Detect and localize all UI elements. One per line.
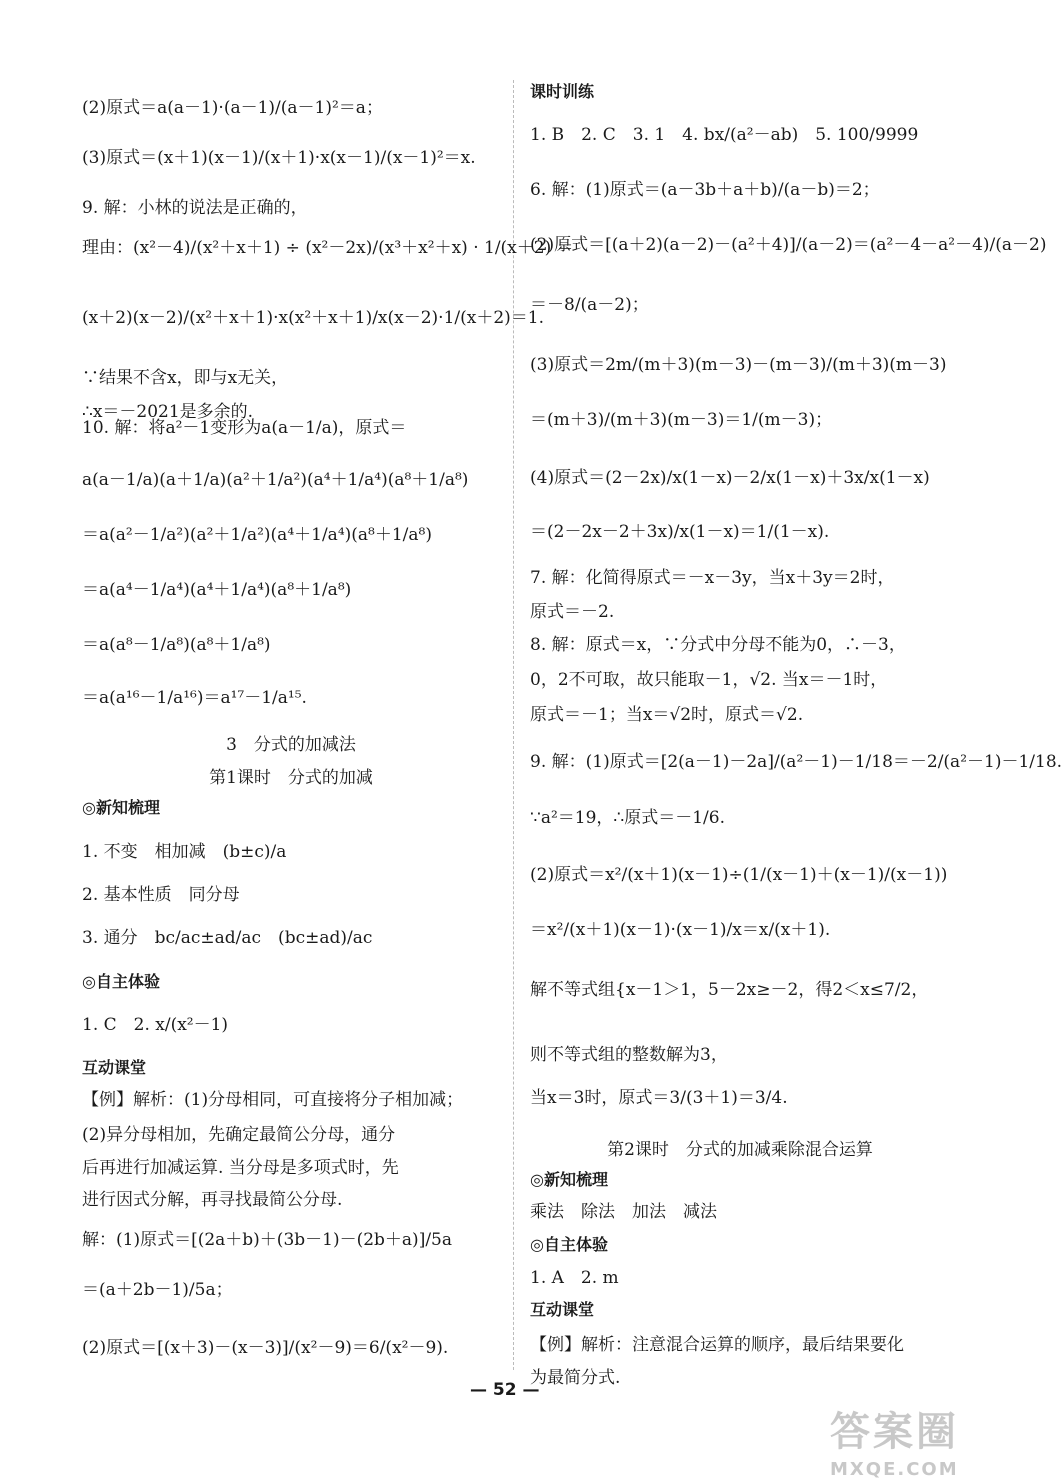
left-column-line: 3 分式的加减法 [226,735,356,755]
left-column-line: 理由：(x²－4)/(x²＋x＋1) ÷ (x²－2x)/(x³＋x²＋x) · 1/(x＋2) ＝ [82,238,574,258]
right-column-line: 原式＝－2. [530,602,615,622]
right-column-line: 解不等式组{x－1＞1，5－2x≥－2，得2＜x≤7/2， [530,980,929,1000]
left-column-line: 互动课堂 [82,1058,147,1077]
page-number: — 52 — [470,1380,540,1400]
left-column-line: 进行因式分解，再寻找最简公分母. [82,1190,343,1210]
left-column-line: ∴x＝－2021是多余的. [82,402,254,422]
left-column-line: ＝(a＋2b－1)/5a； [82,1280,233,1300]
right-column-line: 7. 解：化简得原式＝－x－3y，当x＋3y＝2时， [530,568,895,588]
right-column-line: 原式＝－1；当x＝√2时，原式＝√2. [530,705,804,725]
left-column-line: 1. 不变 相加减 (b±c)/a [82,842,287,862]
left-column-line: (x＋2)(x－2)/(x²＋x＋1)·x(x²＋x＋1)/x(x－2)·1/(x＋2)＝1. [82,308,545,328]
right-column-line: 为最简分式. [530,1368,621,1388]
left-column-line: 后再进行加减运算. 当分母是多项式时，先 [82,1158,399,1178]
left-column-line: 解：(1)原式＝[(2a＋b)＋(3b－1)－(2b＋a)]/5a [82,1230,452,1250]
left-column-line: (2)原式＝a(a－1)·(a－1)/(a－1)²＝a； [82,98,383,118]
right-column-line: 8. 解：原式＝x，∵分式中分母不能为0，∴－3， [530,635,906,655]
right-column-line: ＝(m＋3)/(m＋3)(m－3)＝1/(m－3)； [530,410,833,430]
left-column-line: 9. 解：小林的说法是正确的， [82,198,308,218]
left-column-line: ＝a(a²－1/a²)(a²＋1/a²)(a⁴＋1/a⁴)(a⁸＋1/a⁸) [82,525,432,545]
right-column-line: ∵a²＝19，∴原式＝－1/6. [530,808,725,828]
left-column-line: a(a－1/a)(a＋1/a)(a²＋1/a²)(a⁴＋1/a⁴)(a⁸＋1/a⁸) [82,470,469,490]
right-column-line: (2)原式＝[(a＋2)(a－2)－(a²＋4)]/(a－2)＝(a²－4－a²－4)/(a－2) [530,235,1047,255]
right-column-line: 【例】解析：注意混合运算的顺序，最后结果要化 [530,1335,904,1355]
right-column-line: 9. 解：(1)原式＝[2(a－1)－2a]/(a²－1)－1/18＝－2/(a²－1)－1/18. [530,752,1062,772]
left-column-line: ◎新知梳理 [82,798,160,817]
right-column-line: (2)原式＝x²/(x＋1)(x－1)÷(1/(x－1)＋(x－1)/(x－1)) [530,865,948,885]
left-column-line: ＝a(a⁸－1/a⁸)(a⁸＋1/a⁸) [82,635,271,655]
right-column-line: 第2课时 分式的加减乘除混合运算 [607,1140,873,1160]
right-column-line: 乘法 除法 加法 减法 [530,1202,717,1222]
left-column-line: 10. 解：将a²－1变形为a(a－1/a)，原式＝ [82,418,407,438]
column-divider [513,80,514,1370]
right-column-line: 6. 解：(1)原式＝(a－3b＋a＋b)/(a－b)＝2； [530,180,880,200]
left-column-line: 【例】解析：(1)分母相同，可直接将分子相加减； [82,1090,464,1110]
left-column-line: 2. 基本性质 同分母 [82,885,240,905]
right-column-line: ◎新知梳理 [530,1170,608,1189]
left-column-line: 第1课时 分式的加减 [209,768,373,788]
watermark [830,1400,959,1480]
left-column-line: 1. C 2. x/(x²－1) [82,1015,229,1035]
left-column-line: (2)异分母相加，先确定最简公分母，通分 [82,1125,396,1145]
left-column-line: (2)原式＝[(x＋3)－(x－3)]/(x²－9)＝6/(x²－9). [82,1338,449,1358]
left-column-line: (3)原式＝(x＋1)(x－1)/(x＋1)·x(x－1)/(x－1)²＝x. [82,148,476,168]
watermark-url: MXQE.COM [830,1459,959,1480]
right-column-line: 课时训练 [530,82,595,101]
right-column-line: 1. A 2. m [530,1268,619,1288]
left-column-line: 3. 通分 bc/ac±ad/ac (bc±ad)/ac [82,928,373,948]
right-column-line: ＝x²/(x＋1)(x－1)·(x－1)/x＝x/(x＋1). [530,920,831,940]
right-column-line: 1. B 2. C 3. 1 4. bx/(a²－ab) 5. 100/9999 [530,125,919,145]
right-column-line: ＝(2－2x－2＋3x)/x(1－x)＝1/(1－x). [530,522,830,542]
left-column-line: ∵结果不含x，即与x无关， [82,368,289,388]
left-column-line: ◎自主体验 [82,972,160,991]
left-column-line: ＝a(a¹⁶－1/a¹⁶)＝a¹⁷－1/a¹⁵. [82,688,307,708]
right-column-line: 则不等式组的整数解为3， [530,1045,728,1065]
left-column-line: ＝a(a⁴－1/a⁴)(a⁴＋1/a⁴)(a⁸＋1/a⁸) [82,580,352,600]
right-column-line: 互动课堂 [530,1300,595,1319]
right-column-line: (4)原式＝(2－2x)/x(1－x)－2/x(1－x)＋3x/x(1－x) [530,468,930,488]
right-column-line: ＝－8/(a－2)； [530,295,649,315]
watermark-logo: 答案圈 [830,1409,959,1455]
right-column-line: 0，2不可取，故只能取－1，√2. 当x＝－1时， [530,670,888,690]
right-column-line: ◎自主体验 [530,1235,608,1254]
right-column-line: (3)原式＝2m/(m＋3)(m－3)－(m－3)/(m＋3)(m－3) [530,355,947,375]
right-column-line: 当x＝3时，原式＝3/(3＋1)＝3/4. [530,1088,788,1108]
